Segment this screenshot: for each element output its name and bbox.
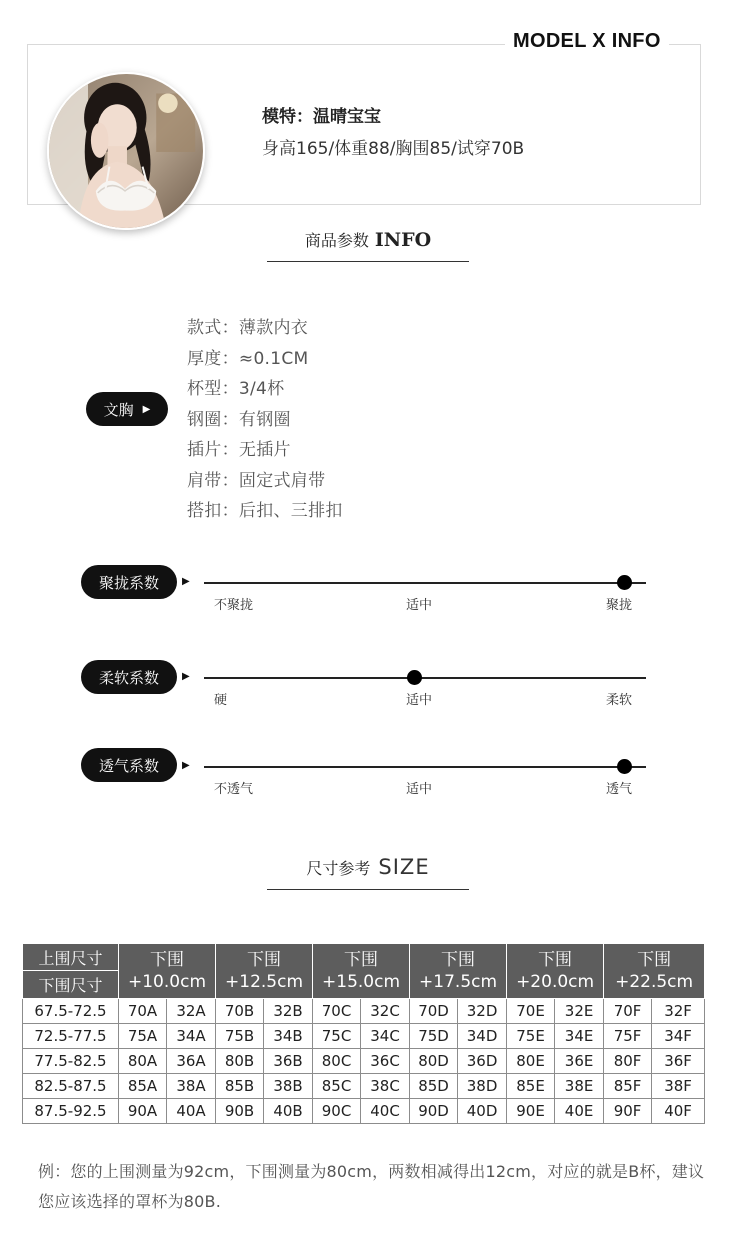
corner-header-top: 上围尺寸 bbox=[23, 944, 119, 971]
table-cell-size: 90D bbox=[410, 1099, 458, 1124]
table-cell-size: 80E bbox=[507, 1049, 555, 1074]
model-name: 模特：温晴宝宝 bbox=[262, 107, 381, 127]
table-cell-size: 34D bbox=[458, 1024, 507, 1049]
table-cell-size: 40D bbox=[458, 1099, 507, 1124]
table-cell-size: 80F bbox=[604, 1049, 652, 1074]
size-section-title bbox=[267, 855, 469, 879]
param-row: 钢圈：有钢圈 bbox=[187, 409, 291, 430]
scale-tick-mid: 适中 bbox=[406, 693, 433, 708]
scale-tick-high: 透气 bbox=[606, 782, 633, 797]
table-row bbox=[23, 1024, 705, 1049]
params-title-en: INFO bbox=[374, 229, 432, 251]
table-cell-size: 40F bbox=[652, 1099, 705, 1124]
table-row bbox=[23, 1099, 705, 1124]
table-cell-range: 72.5-77.5 bbox=[23, 1024, 119, 1049]
params-title-underline bbox=[267, 261, 469, 262]
table-cell-size: 80D bbox=[410, 1049, 458, 1074]
group-header: 下围 +17.5cm bbox=[410, 944, 507, 999]
table-cell-size: 32E bbox=[555, 999, 604, 1024]
table-cell-size: 90F bbox=[604, 1099, 652, 1124]
scale-tick-high: 柔软 bbox=[606, 693, 633, 708]
scale-indicator-dot bbox=[617, 759, 632, 774]
table-cell-size: 70B bbox=[216, 999, 264, 1024]
param-row: 厚度：≈0.1CM bbox=[187, 348, 309, 369]
group-header: 下围 +22.5cm bbox=[604, 944, 705, 999]
param-row: 款式：薄款内衣 bbox=[187, 318, 309, 338]
table-cell-size: 85D bbox=[410, 1074, 458, 1099]
table-cell-size: 70E bbox=[507, 999, 555, 1024]
scale-tick-low: 硬 bbox=[214, 693, 228, 708]
param-list bbox=[187, 313, 343, 527]
size-note: 例：您的上围测量为92cm，下围测量为80cm，两数相减得出12cm，对应的就是B杯，建议您应该选择的罩杯为80B. bbox=[38, 1162, 705, 1211]
triangle-right-icon: ▶ bbox=[142, 403, 151, 415]
table-cell-size: 34B bbox=[264, 1024, 313, 1049]
table-cell-size: 75F bbox=[604, 1024, 652, 1049]
scale-track bbox=[204, 766, 646, 768]
table-cell-size: 36C bbox=[361, 1049, 410, 1074]
table-cell-size: 34F bbox=[652, 1024, 705, 1049]
param-row: 插片：无插片 bbox=[187, 440, 291, 460]
scale-label: 柔软系数 bbox=[81, 660, 177, 694]
table-cell-range: 82.5-87.5 bbox=[23, 1074, 119, 1099]
table-cell-size: 38F bbox=[652, 1074, 705, 1099]
table-cell-size: 80A bbox=[119, 1049, 167, 1074]
scale-tick-high: 聚拢 bbox=[606, 598, 633, 613]
table-cell-size: 75E bbox=[507, 1024, 555, 1049]
params-title-cn: 商品参数 bbox=[304, 231, 369, 250]
model-avatar bbox=[47, 72, 205, 230]
scale-tick-low: 不透气 bbox=[214, 782, 254, 797]
table-cell-size: 90B bbox=[216, 1099, 264, 1124]
table-cell-size: 40E bbox=[555, 1099, 604, 1124]
table-cell-size: 36A bbox=[167, 1049, 216, 1074]
table-cell-size: 36D bbox=[458, 1049, 507, 1074]
table-cell-size: 70D bbox=[410, 999, 458, 1024]
table-cell-size: 36F bbox=[652, 1049, 705, 1074]
param-row: 肩带：固定式肩带 bbox=[187, 470, 326, 491]
table-cell-range: 67.5-72.5 bbox=[23, 999, 119, 1024]
param-row: 搭扣：后扣、三排扣 bbox=[187, 501, 343, 521]
param-row: 杯型：3/4杯 bbox=[187, 379, 285, 399]
table-cell-size: 40B bbox=[264, 1099, 313, 1124]
table-cell-size: 36E bbox=[555, 1049, 604, 1074]
corner-header-bottom: 下围尺寸 bbox=[23, 971, 119, 999]
scale-tick-low: 不聚拢 bbox=[214, 598, 254, 613]
size-title-en: SIZE bbox=[378, 855, 430, 879]
table-cell-size: 34C bbox=[361, 1024, 410, 1049]
table-cell-range: 77.5-82.5 bbox=[23, 1049, 119, 1074]
table-cell-range: 87.5-92.5 bbox=[23, 1099, 119, 1124]
scale-track bbox=[204, 582, 646, 584]
table-cell-size: 34A bbox=[167, 1024, 216, 1049]
scale-indicator-dot bbox=[407, 670, 422, 685]
table-cell-size: 34E bbox=[555, 1024, 604, 1049]
group-header: 下围 +15.0cm bbox=[313, 944, 410, 999]
table-cell-size: 38B bbox=[264, 1074, 313, 1099]
table-cell-size: 38D bbox=[458, 1074, 507, 1099]
table-row bbox=[23, 1074, 705, 1099]
table-cell-size: 75A bbox=[119, 1024, 167, 1049]
triangle-right-icon: ▶ bbox=[182, 760, 190, 771]
size-title-cn: 尺寸参考 bbox=[306, 859, 371, 878]
table-cell-size: 75B bbox=[216, 1024, 264, 1049]
table-cell-size: 85C bbox=[313, 1074, 361, 1099]
params-section-title bbox=[267, 228, 469, 251]
table-cell-size: 38C bbox=[361, 1074, 410, 1099]
table-cell-size: 32C bbox=[361, 999, 410, 1024]
model-stats: 身高165/体重88/胸围85/试穿70B bbox=[262, 139, 525, 159]
model-info-heading: MODEL X INFO bbox=[505, 30, 669, 53]
table-cell-size: 75D bbox=[410, 1024, 458, 1049]
table-cell-size: 85A bbox=[119, 1074, 167, 1099]
group-header: 下围 +20.0cm bbox=[507, 944, 604, 999]
table-cell-size: 40A bbox=[167, 1099, 216, 1124]
table-row bbox=[23, 999, 705, 1024]
table-cell-size: 85F bbox=[604, 1074, 652, 1099]
group-header: 下围 +12.5cm bbox=[216, 944, 313, 999]
scale-label: 聚拢系数 bbox=[81, 565, 177, 599]
scale-track bbox=[204, 677, 646, 679]
size-title-underline bbox=[267, 889, 469, 890]
scale-tick-mid: 适中 bbox=[406, 782, 433, 797]
scale-indicator-dot bbox=[617, 575, 632, 590]
table-cell-size: 80C bbox=[313, 1049, 361, 1074]
scale-label: 透气系数 bbox=[81, 748, 177, 782]
table-cell-size: 85E bbox=[507, 1074, 555, 1099]
table-cell-size: 80B bbox=[216, 1049, 264, 1074]
table-cell-size: 70A bbox=[119, 999, 167, 1024]
scale-tick-mid: 适中 bbox=[406, 598, 433, 613]
table-row bbox=[23, 1049, 705, 1074]
table-cell-size: 38A bbox=[167, 1074, 216, 1099]
table-cell-size: 75C bbox=[313, 1024, 361, 1049]
group-header: 下围 +10.0cm bbox=[119, 944, 216, 999]
table-cell-size: 90E bbox=[507, 1099, 555, 1124]
table-cell-size: 36B bbox=[264, 1049, 313, 1074]
table-cell-size: 32F bbox=[652, 999, 705, 1024]
triangle-right-icon: ▶ bbox=[182, 576, 190, 587]
table-cell-size: 85B bbox=[216, 1074, 264, 1099]
table-cell-size: 90A bbox=[119, 1099, 167, 1124]
category-label: 文胸 bbox=[103, 400, 134, 419]
table-cell-size: 32B bbox=[264, 999, 313, 1024]
table-cell-size: 40C bbox=[361, 1099, 410, 1124]
table-cell-size: 90C bbox=[313, 1099, 361, 1124]
category-pill bbox=[86, 392, 168, 426]
table-cell-size: 32D bbox=[458, 999, 507, 1024]
table-cell-size: 32A bbox=[167, 999, 216, 1024]
table-cell-size: 70F bbox=[604, 999, 652, 1024]
table-cell-size: 38E bbox=[555, 1074, 604, 1099]
triangle-right-icon: ▶ bbox=[182, 671, 190, 682]
table-cell-size: 70C bbox=[313, 999, 361, 1024]
size-table bbox=[22, 943, 705, 1124]
